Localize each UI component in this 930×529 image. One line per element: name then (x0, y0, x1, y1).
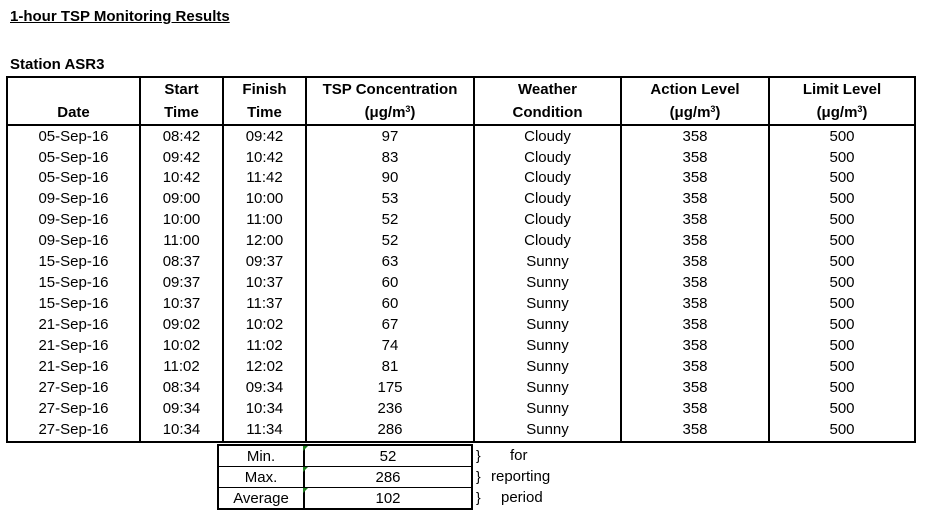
header-row-1 (7, 77, 915, 101)
cell-action: 358 (621, 420, 769, 442)
cell-start: 10:37 (140, 294, 223, 315)
cell-finish: 11:02 (223, 336, 306, 357)
header-finish-1: Finish (223, 77, 306, 101)
table-row (7, 252, 915, 273)
summary-max-row (218, 467, 472, 488)
cell-date: 27-Sep-16 (7, 378, 140, 399)
table-row (7, 273, 915, 294)
cell-tsp: 60 (306, 294, 474, 315)
cell-start: 09:02 (140, 315, 223, 336)
cell-action: 358 (621, 125, 769, 147)
cell-limit: 500 (769, 294, 915, 315)
cell-date: 09-Sep-16 (7, 189, 140, 210)
cell-tsp: 52 (306, 231, 474, 252)
cell-finish: 12:02 (223, 357, 306, 378)
cell-tsp: 286 (306, 420, 474, 442)
cell-weather: Sunny (474, 315, 621, 336)
cell-date: 05-Sep-16 (7, 147, 140, 168)
cell-start: 10:42 (140, 168, 223, 189)
cell-date: 27-Sep-16 (7, 420, 140, 442)
cell-tsp: 63 (306, 252, 474, 273)
cell-action: 358 (621, 168, 769, 189)
header-date-blank (7, 77, 140, 101)
tsp-results-table (6, 76, 916, 443)
header-start-2: Time (140, 101, 223, 125)
max-value: 286 (304, 467, 472, 488)
avg-value: 102 (304, 488, 472, 510)
cell-action: 358 (621, 210, 769, 231)
cell-tsp: 67 (306, 315, 474, 336)
table-row (7, 336, 915, 357)
cell-limit: 500 (769, 420, 915, 442)
cell-limit: 500 (769, 378, 915, 399)
summary-table (217, 444, 473, 510)
header-action-1: Action Level (621, 77, 769, 101)
cell-tsp: 53 (306, 189, 474, 210)
table-row (7, 147, 915, 168)
cell-limit: 500 (769, 315, 915, 336)
cell-action: 358 (621, 399, 769, 420)
cell-weather: Sunny (474, 378, 621, 399)
cell-weather: Sunny (474, 273, 621, 294)
cell-start: 09:37 (140, 273, 223, 294)
cell-tsp: 81 (306, 357, 474, 378)
cell-start: 09:34 (140, 399, 223, 420)
cell-action: 358 (621, 189, 769, 210)
cell-action: 358 (621, 315, 769, 336)
cell-date: 05-Sep-16 (7, 125, 140, 147)
brace-3: } (476, 489, 481, 505)
cell-finish: 11:34 (223, 420, 306, 442)
cell-limit: 500 (769, 168, 915, 189)
cell-tsp: 175 (306, 378, 474, 399)
cell-tsp: 52 (306, 210, 474, 231)
cell-finish: 09:34 (223, 378, 306, 399)
cell-finish: 10:34 (223, 399, 306, 420)
cell-weather: Cloudy (474, 168, 621, 189)
min-label: Min. (218, 445, 304, 467)
cell-marker-icon (303, 467, 308, 472)
table-row (7, 125, 915, 147)
min-value: 52 (304, 445, 472, 467)
cell-finish: 10:37 (223, 273, 306, 294)
cell-action: 358 (621, 231, 769, 252)
max-label: Max. (218, 467, 304, 488)
cell-date: 09-Sep-16 (7, 210, 140, 231)
cell-limit: 500 (769, 336, 915, 357)
cell-start: 11:02 (140, 357, 223, 378)
header-limit-1: Limit Level (769, 77, 915, 101)
header-finish-2: Time (223, 101, 306, 125)
cell-action: 358 (621, 252, 769, 273)
table-row (7, 294, 915, 315)
header-tsp-1: TSP Concentration (306, 77, 474, 101)
cell-limit: 500 (769, 147, 915, 168)
avg-label: Average (218, 488, 304, 510)
cell-limit: 500 (769, 231, 915, 252)
header-row-2 (7, 101, 915, 125)
cell-start: 10:34 (140, 420, 223, 442)
cell-limit: 500 (769, 189, 915, 210)
cell-finish: 10:42 (223, 147, 306, 168)
cell-action: 358 (621, 294, 769, 315)
cell-weather: Cloudy (474, 231, 621, 252)
cell-weather: Sunny (474, 399, 621, 420)
note-for: for (510, 447, 528, 464)
header-start-1: Start (140, 77, 223, 101)
cell-date: 05-Sep-16 (7, 168, 140, 189)
cell-weather: Cloudy (474, 189, 621, 210)
table-body (7, 125, 915, 442)
cell-date: 09-Sep-16 (7, 231, 140, 252)
cell-tsp: 90 (306, 168, 474, 189)
cell-weather: Sunny (474, 357, 621, 378)
cell-action: 358 (621, 357, 769, 378)
cell-start: 10:00 (140, 210, 223, 231)
cell-weather: Sunny (474, 336, 621, 357)
cell-weather: Sunny (474, 252, 621, 273)
table-row (7, 168, 915, 189)
cell-date: 15-Sep-16 (7, 252, 140, 273)
cell-date: 15-Sep-16 (7, 273, 140, 294)
note-reporting: reporting (491, 468, 551, 485)
cell-limit: 500 (769, 399, 915, 420)
note-period: period (501, 489, 543, 506)
cell-date: 21-Sep-16 (7, 336, 140, 357)
cell-limit: 500 (769, 357, 915, 378)
cell-finish: 09:37 (223, 252, 306, 273)
cell-start: 08:42 (140, 125, 223, 147)
table-row (7, 420, 915, 442)
cell-weather: Cloudy (474, 147, 621, 168)
cell-weather: Sunny (474, 294, 621, 315)
cell-limit: 500 (769, 210, 915, 231)
cell-start: 11:00 (140, 231, 223, 252)
cell-marker-icon (303, 488, 308, 493)
cell-start: 10:02 (140, 336, 223, 357)
cell-limit: 500 (769, 252, 915, 273)
cell-tsp: 74 (306, 336, 474, 357)
cell-weather: Cloudy (474, 125, 621, 147)
cell-weather: Sunny (474, 420, 621, 442)
cell-finish: 10:02 (223, 315, 306, 336)
header-date: Date (7, 101, 140, 125)
cell-action: 358 (621, 336, 769, 357)
cell-start: 08:34 (140, 378, 223, 399)
header-tsp-unit: $(\mu g/m^3)$ (306, 101, 474, 125)
cell-tsp: 60 (306, 273, 474, 294)
cell-tsp: 236 (306, 399, 474, 420)
header-action-unit: $(\mu g/m^3)$ (621, 101, 769, 125)
page-title: 1-hour TSP Monitoring Results (10, 8, 230, 25)
cell-finish: 10:00 (223, 189, 306, 210)
table-row (7, 378, 915, 399)
cell-limit: 500 (769, 125, 915, 147)
table-row (7, 210, 915, 231)
summary-min-row (218, 445, 472, 467)
cell-start: 09:42 (140, 147, 223, 168)
table-row (7, 399, 915, 420)
table-row (7, 357, 915, 378)
cell-limit: 500 (769, 273, 915, 294)
header-weather-1: Weather (474, 77, 621, 101)
cell-date: 27-Sep-16 (7, 399, 140, 420)
cell-weather: Cloudy (474, 210, 621, 231)
table-row (7, 189, 915, 210)
brace-1: } (476, 447, 481, 463)
cell-start: 08:37 (140, 252, 223, 273)
cell-tsp: 97 (306, 125, 474, 147)
cell-finish: 09:42 (223, 125, 306, 147)
summary-avg-row (218, 488, 472, 510)
table-row (7, 231, 915, 252)
cell-finish: 11:37 (223, 294, 306, 315)
cell-date: 21-Sep-16 (7, 357, 140, 378)
cell-action: 358 (621, 378, 769, 399)
table-row (7, 315, 915, 336)
header-weather-2: Condition (474, 101, 621, 125)
cell-finish: 11:42 (223, 168, 306, 189)
station-label: Station ASR3 (10, 56, 105, 73)
cell-finish: 11:00 (223, 210, 306, 231)
header-limit-unit: $(\mu g/m^3)$ (769, 101, 915, 125)
cell-action: 358 (621, 273, 769, 294)
cell-action: 358 (621, 147, 769, 168)
brace-2: } (476, 468, 481, 484)
cell-date: 15-Sep-16 (7, 294, 140, 315)
cell-finish: 12:00 (223, 231, 306, 252)
cell-tsp: 83 (306, 147, 474, 168)
cell-start: 09:00 (140, 189, 223, 210)
cell-marker-icon (303, 446, 308, 451)
cell-date: 21-Sep-16 (7, 315, 140, 336)
